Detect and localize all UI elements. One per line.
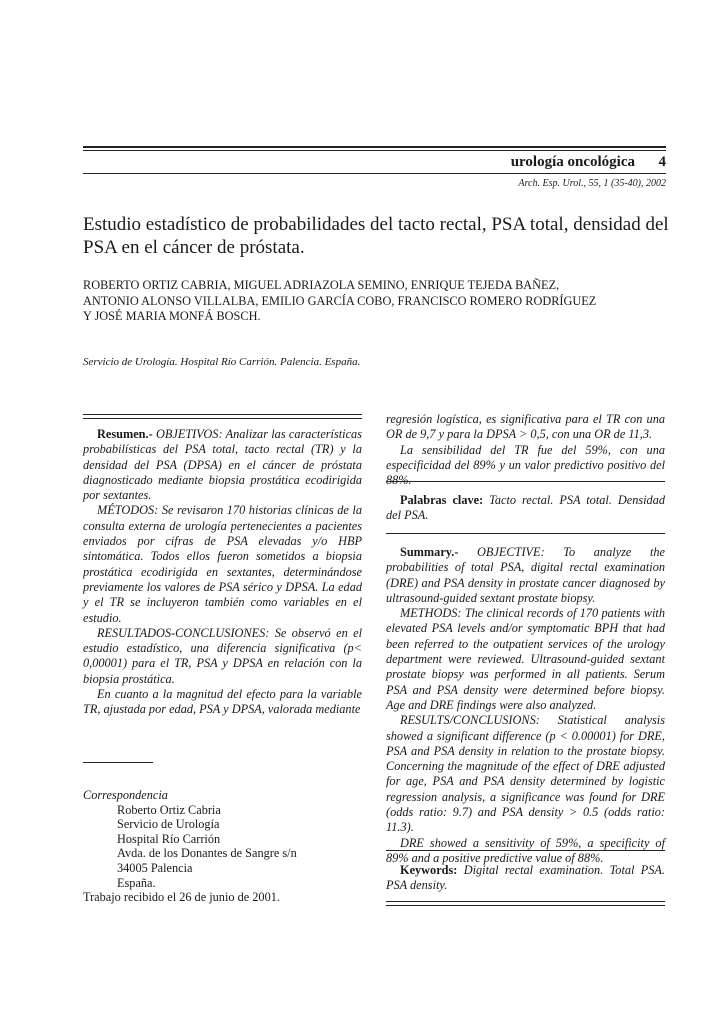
- correspondence-line: Hospital Río Carrión: [117, 831, 221, 846]
- resumen-sensibilidad: La sensibilidad del TR fue del 59%, con una especificidad del 89% y un valor predictivo positivo del: [386, 442, 665, 472]
- received-date: Trabajo recibido el 26 de junio de 2001.: [83, 890, 280, 905]
- correspondence-line: Roberto Ortiz Cabria: [117, 802, 221, 817]
- rule-before-palabras: [386, 481, 665, 482]
- header-rule-top-2: [83, 150, 666, 151]
- palabras-clave-label: Palabras clave:: [400, 493, 484, 507]
- keywords-label: Keywords:: [400, 863, 458, 877]
- resumen-regresion: regresión logística, es significativa para el TR con una OR de 9,7 y para la DPSA > 0,5, con una OR de 11,3.: [386, 412, 665, 442]
- rule-before-keywords: [386, 850, 665, 851]
- article-title: Estudio estadístico de probabilidades del tacto rectal, PSA total, densidad del PSA en el cáncer de próstata.: [83, 214, 669, 258]
- palabras-clave: [386, 493, 665, 524]
- summary-methods: METHODS: The clinical records of 170 patients with elevated PSA levels and/or symptomatic BPH that had been referred to the outpatient services of the urology department were reviewed. Ultrasound-guided sextant prostate biopsy was performed in all patients. Serum PSA and PSA density were determined before biopsy. Age and DRE findings were also analyzed.: [386, 606, 665, 712]
- resumen-label: Resumen.-: [97, 427, 153, 441]
- rule-after-palabras: [386, 533, 665, 534]
- resumen-efecto: En cuanto a la magnitud del efecto para la variable TR, ajustada por edad, PSA y DPSA, valorada mediante: [83, 687, 362, 717]
- keywords-text: Digital rectal examination. Total PSA. PSA density.: [386, 863, 665, 893]
- summary-label: Summary.-: [400, 545, 459, 559]
- resumen-continuation: [386, 412, 665, 488]
- resumen-objetivos: OBJETIVOS: Analizar las características probabilísticas del PSA total, tacto rectal (TR) y la densidad del PSA (DPSA) en el cáncer de próstata diagnosticado mediante biopsia prostática ecodirigida por sextantes.: [83, 427, 362, 503]
- summary-objective: OBJECTIVE: To analyze the probabilities of total PSA, digital rectal examination (DRE) and PSA density in prostate cancer diagnosed by ultrasound-guided sextant prostate biopsy.: [386, 545, 665, 605]
- resumen-block: [83, 427, 362, 718]
- correspondence-line: Avda. de los Donantes de Sangre s/n: [117, 846, 297, 861]
- footnote-rule: [83, 762, 153, 763]
- palabras-clave-text: Tacto rectal. PSA total. Densidad del PSA.: [386, 493, 665, 523]
- affiliation: Servicio de Urología. Hospital Río Carrión. Palencia. España.: [83, 356, 361, 368]
- author-line: ROBERTO ORTIZ CABRIA, MIGUEL ADRIAZOLA SEMINO, ENRIQUE TEJEDA BAÑEZ,: [83, 278, 560, 292]
- correspondence-line: Servicio de Urología: [117, 817, 220, 832]
- resumen-metodos: MÉTODOS: Se revisaron 170 historias clínicas de la consulta externa de urología pertenecientes a pacientes enviados por cifras de PSA elevadas y/o HBP sintomática. Todos ellos fueron sometidos a biopsia prostática ecodirigida en sextantes, determinándose previamente los valores de PSA sérico y DPSA. La edad y el TR se incluyeron también como variables en el estudio.: [83, 503, 362, 625]
- authors: [83, 278, 673, 325]
- left-rule-a: [83, 414, 362, 415]
- header-rule-top: [83, 146, 666, 148]
- correspondence-line: 34005 Palencia: [117, 860, 193, 875]
- summary-block: [386, 545, 665, 866]
- keywords-rule-b: [386, 905, 665, 906]
- header-rule-bottom: [83, 173, 666, 174]
- author-line: ANTONIO ALONSO VILLALBA, EMILIO GARCÍA COBO, FRANCISCO ROMERO RODRÍGUEZ: [83, 293, 597, 308]
- section-title: urología oncológica: [510, 154, 635, 170]
- author-line: Y JOSÉ MARIA MONFÁ BOSCH.: [83, 309, 261, 323]
- correspondence-label: Correspondencia: [83, 788, 168, 802]
- resumen-resultados: RESULTADOS-CONCLUSIONES: Se observó en el estudio estadístico, una diferencia significativa (p< 0,00001) para el TR, PSA y DPSA en relación con la biopsia prostática.: [83, 625, 362, 686]
- page-number: 4: [658, 154, 666, 170]
- keywords: [386, 863, 665, 894]
- keywords-rule-a: [386, 901, 665, 902]
- left-rule-b: [83, 418, 362, 419]
- journal-section: [83, 154, 666, 171]
- summary-results: RESULTS/CONCLUSIONS: Statistical analysis showed a significant difference (p < 0.00001) for DRE, PSA and PSA density in relation to the prostate biopsy. Concerning the magnitude of the effect of DRE adjusted for age, PSA and PSA density determined by logistic regression analysis, a significance was found for DRE (odds ratio: 9.7) and PSA density > 0.5 (odds ratio: 11.3).: [386, 713, 665, 835]
- correspondence-line: España.: [117, 875, 156, 890]
- summary-sensitivity: DRE showed a sensitivity of 59%, a specificity of 89% and a positive predictive value of 88%.: [386, 835, 665, 865]
- correspondence-block: [83, 788, 362, 905]
- citation: Arch. Esp. Urol., 55, 1 (35-40), 2002: [518, 178, 666, 189]
